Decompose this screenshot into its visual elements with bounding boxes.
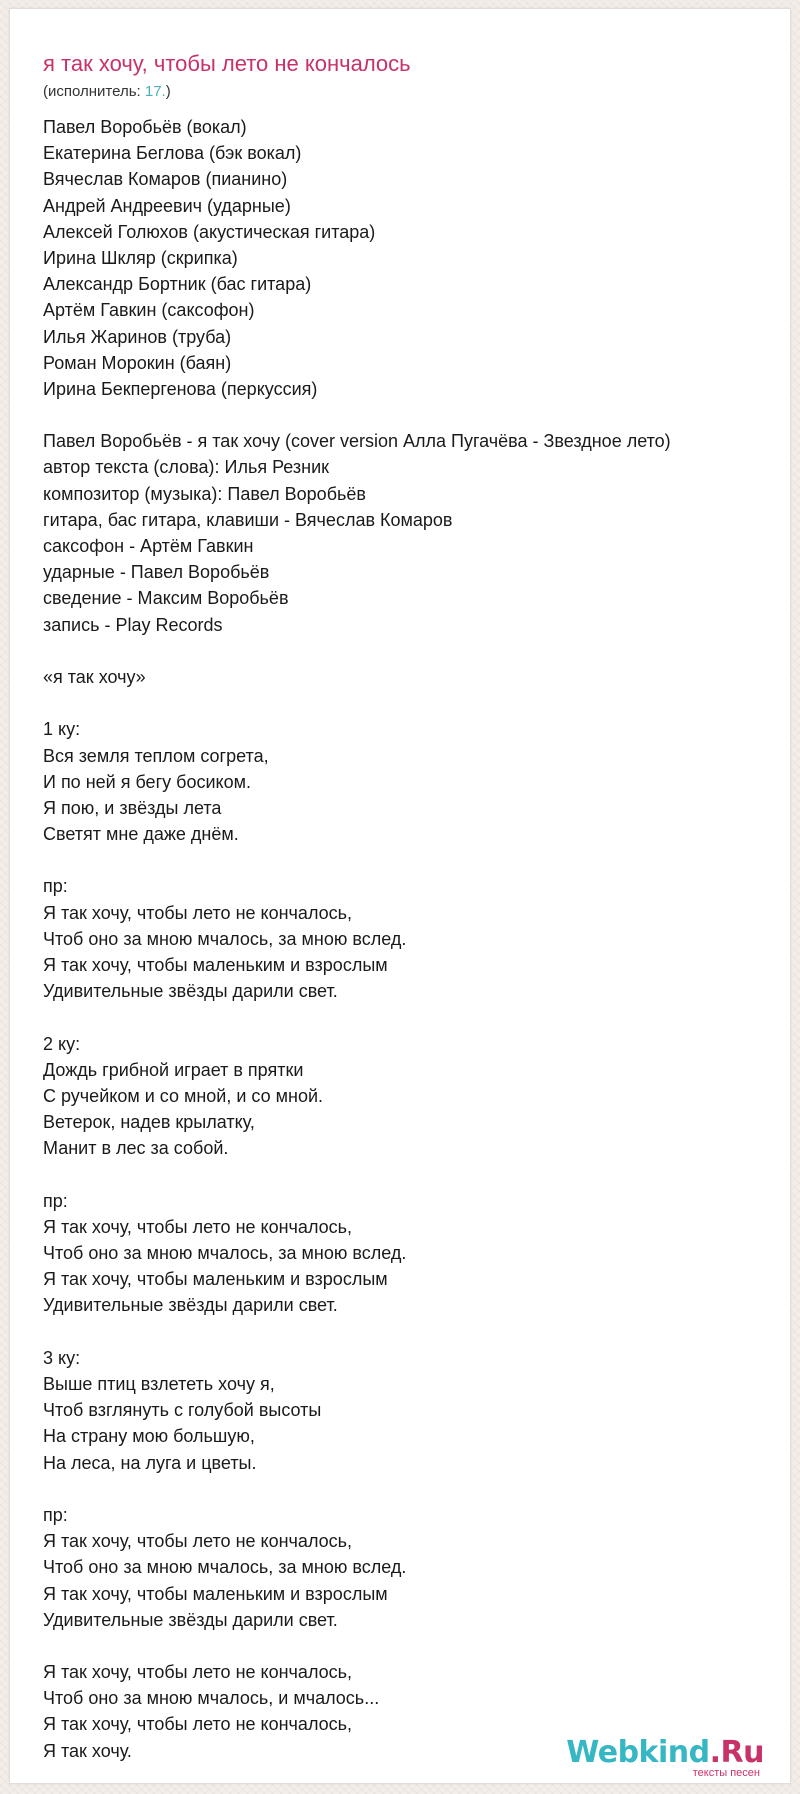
performer-line: [43, 82, 171, 102]
lyric-line: Я так хочу, чтобы маленьким и взрослым: [43, 1583, 388, 1604]
lyric-line: Манит в лес за собой.: [43, 1138, 229, 1159]
logo-wordmark: [566, 1737, 764, 1769]
lyric-line: Ирина Бекпергенова (перкуссия): [43, 378, 318, 399]
lyric-line: И по ней я бегу босиком.: [43, 771, 251, 792]
lyric-line: Екатерина Беглова (бэк вокал): [43, 143, 302, 164]
blank-line: [43, 847, 783, 873]
lyric-line: 2 ку:: [43, 1033, 81, 1054]
lyric-line: Вся земля теплом согрета,: [43, 745, 269, 766]
lyrics-text: [43, 114, 783, 1764]
lyric-line: Ирина Шкляр (скрипка): [43, 247, 238, 268]
lyric-line: пр:: [43, 1504, 68, 1525]
lyric-line: композитор (музыка): Павел Воробьёв: [43, 483, 366, 504]
lyric-line: Алексей Голюхов (акустическая гитара): [43, 221, 376, 242]
lyric-line: Я так хочу, чтобы лето не кончалось,: [43, 1714, 353, 1735]
lyric-line: Павел Воробьёв (вокал): [43, 117, 247, 137]
performer-suffix: ): [165, 83, 171, 100]
blank-line: [43, 638, 783, 664]
lyric-line: На страну мою большую,: [43, 1426, 255, 1447]
lyric-line: запись - Play Records: [43, 614, 223, 635]
performer-count-link[interactable]: 17.: [144, 83, 166, 100]
lyric-line: Чтоб оно за мною мчалось, за мною вслед.: [43, 1557, 407, 1578]
lyric-line: Ветерок, надев крылатку,: [43, 1112, 255, 1133]
lyric-line: Светят мне даже днём.: [43, 824, 239, 845]
lyric-line: Удивительные звёзды дарили свет.: [43, 1295, 338, 1316]
blank-line: [43, 1476, 783, 1502]
lyric-line: «я так хочу»: [43, 666, 146, 687]
logo-name: Webkind: [566, 1735, 710, 1770]
lyric-line: Я так хочу, чтобы лето не кончалось,: [43, 1216, 353, 1237]
performer-prefix: (исполнитель:: [43, 83, 145, 100]
lyric-line: пр:: [43, 876, 68, 897]
lyric-line: На леса, на луга и цветы.: [43, 1452, 257, 1473]
lyric-line: Чтоб оно за мною мчалось, за мною вслед.: [43, 928, 407, 949]
lyric-line: Илья Жаринов (труба): [43, 326, 232, 347]
lyric-line: С ручейком и со мной, и со мной.: [43, 1085, 324, 1106]
lyric-line: автор текста (слова): Илья Резник: [43, 457, 330, 478]
lyric-line: Дождь грибной играет в прятки: [43, 1059, 304, 1080]
lyric-line: Вячеслав Комаров (пианино): [43, 169, 288, 190]
blank-line: [43, 402, 783, 428]
blank-line: [43, 690, 783, 716]
lyric-line: сведение - Максим Воробьёв: [43, 588, 289, 609]
lyric-line: Чтоб оно за мною мчалось, за мною вслед.: [43, 1243, 407, 1264]
lyric-line: Андрей Андреевич (ударные): [43, 195, 291, 216]
lyric-line: Я так хочу, чтобы лето не кончалось,: [43, 1531, 353, 1552]
lyric-line: Я так хочу, чтобы лето не кончалось,: [43, 1662, 353, 1683]
blank-line: [43, 1319, 783, 1345]
lyric-line: 1 ку:: [43, 719, 81, 740]
lyric-line: Выше птиц взлететь хочу я,: [43, 1374, 275, 1394]
lyric-line: гитара, бас гитара, клавиши - Вячеслав Комаров: [43, 509, 453, 530]
song-title: я так хочу, чтобы лето не кончалось: [43, 51, 411, 76]
lyric-line: Я так хочу, чтобы лето не кончалось,: [43, 902, 353, 923]
lyric-line: Чтоб взглянуть с голубой высоты: [43, 1400, 322, 1421]
lyric-line: пр:: [43, 1190, 68, 1211]
lyric-line: Артём Гавкин (саксофон): [43, 300, 255, 321]
lyric-line: ударные - Павел Воробьёв: [43, 562, 270, 583]
lyric-line: Роман Морокин (баян): [43, 352, 232, 373]
lyric-line: 3 ку:: [43, 1347, 81, 1368]
webkind-logo[interactable]: [566, 1737, 764, 1779]
lyric-line: Я так хочу.: [43, 1740, 132, 1761]
lyric-line: Я так хочу, чтобы маленьким и взрослым: [43, 1269, 388, 1290]
lyric-line: Чтоб оно за мною мчалось, и мчалось...: [43, 1688, 380, 1709]
lyric-line: Удивительные звёзды дарили свет.: [43, 1609, 338, 1630]
lyric-line: Александр Бортник (бас гитара): [43, 274, 312, 295]
lyric-line: Я пою, и звёзды лета: [43, 797, 222, 818]
blank-line: [43, 1633, 783, 1659]
logo-tagline: тексты песен: [692, 1767, 760, 1779]
lyric-line: Я так хочу, чтобы маленьким и взрослым: [43, 955, 388, 975]
blank-line: [43, 1004, 783, 1030]
lyrics-card: [9, 8, 791, 1784]
lyric-line: Удивительные звёзды дарили свет.: [43, 981, 338, 1002]
lyric-line: Павел Воробьёв - я так хочу (cover version Алла Пугачёва - Звездное лето): [43, 431, 671, 452]
logo-tld: .Ru: [709, 1735, 764, 1770]
blank-line: [43, 1162, 783, 1188]
lyric-line: саксофон - Артём Гавкин: [43, 536, 254, 556]
